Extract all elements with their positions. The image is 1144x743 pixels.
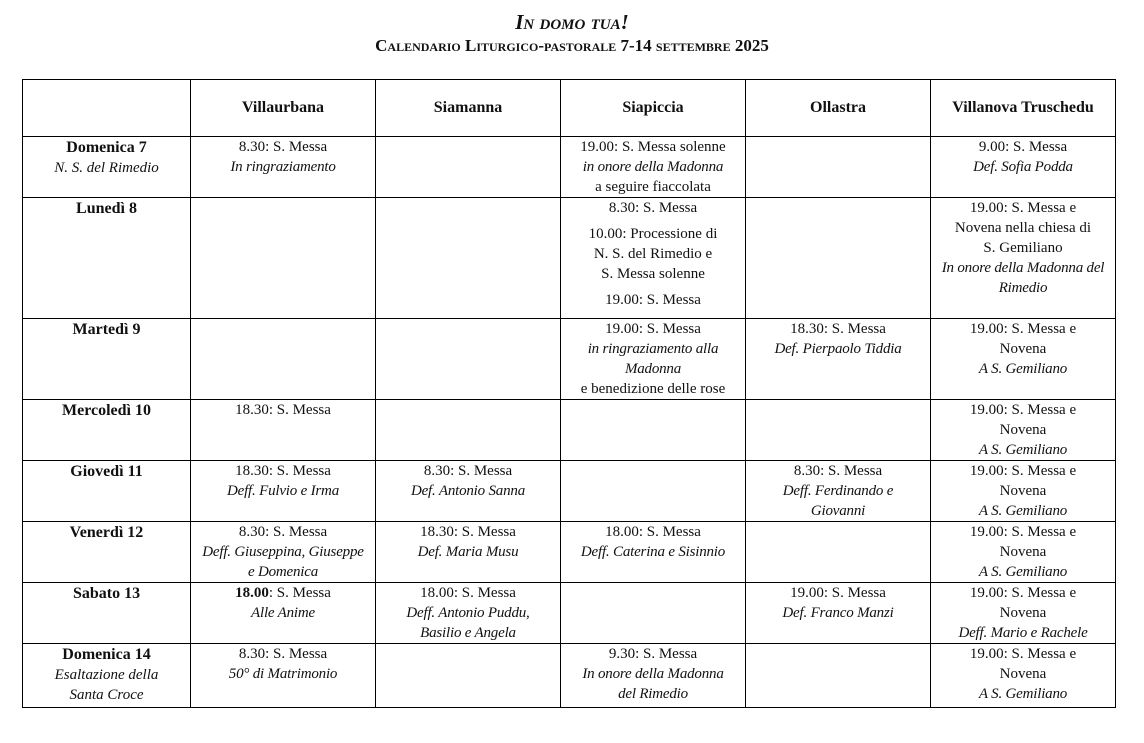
entry-intention: In onore della Madonna [582, 666, 724, 682]
entry-line: Novena [999, 544, 1047, 560]
entry-line: 8.30: S. Messa [238, 646, 328, 662]
entry-line: Novena [999, 341, 1047, 357]
cell-ollastra [746, 137, 931, 198]
cell-villanova [931, 522, 1116, 583]
cell-siamanna [376, 461, 561, 522]
entry-intention: Deff. Giuseppina, Giuseppe [202, 544, 364, 560]
entry-line: 19.00: S. Messa [790, 585, 886, 601]
cell-ollastra [746, 461, 931, 522]
entry-line: 19.00: S. Messa e [969, 646, 1077, 662]
entry-line: 8.30: S. Messa [608, 200, 698, 216]
day-cell [23, 522, 191, 583]
cell-siapiccia [561, 461, 746, 522]
cell-siamanna [376, 522, 561, 583]
entry-line: 8.30: S. Messa [793, 463, 883, 479]
entry-time-bold: 18.00 [235, 585, 269, 601]
entry-intention: A S. Gemiliano [978, 503, 1068, 519]
cell-siapiccia [561, 319, 746, 400]
cell-siapiccia [561, 522, 746, 583]
table-header-row [23, 80, 1116, 137]
day-subtitle: Santa Croce [69, 687, 144, 703]
table-row [23, 644, 1116, 708]
entry-intention: Def. Sofia Podda [973, 159, 1073, 175]
document-subtitle: Calendario Liturgico-pastorale 7-14 settembre 2025 [375, 36, 769, 55]
header-cell-villanova: Villanova Truschedu [931, 80, 1116, 137]
cell-villaurbana [191, 644, 376, 708]
day-cell [23, 461, 191, 522]
entry-line: S. Gemiliano [983, 240, 1063, 256]
entry-line: 19.00: S. Messa e [969, 402, 1077, 418]
header-cell-siapiccia: Siapiccia [561, 80, 746, 137]
day-cell [23, 400, 191, 461]
table-row [23, 137, 1116, 198]
cell-siapiccia [561, 198, 746, 319]
entry-line: 19.00: S. Messa [605, 292, 701, 308]
entry-line: 19.00: S. Messa e [969, 585, 1077, 601]
day-name: Venerdì 12 [69, 524, 144, 541]
cell-ollastra [746, 644, 931, 708]
entry-intention: Madonna [624, 361, 682, 377]
entry-intention: Def. Antonio Sanna [410, 483, 526, 499]
table-row [23, 583, 1116, 644]
entry-line: 18.30: S. Messa [235, 463, 331, 479]
entry-intention: In onore della Madonna del [941, 260, 1105, 276]
entry-intention: Alle Anime [251, 605, 315, 621]
cell-ollastra [746, 319, 931, 400]
day-cell [23, 319, 191, 400]
day-cell [23, 198, 191, 319]
table-row [23, 319, 1116, 400]
entry-intention: Def. Pierpaolo Tiddia [774, 341, 902, 357]
cell-villaurbana [191, 583, 376, 644]
cell-villanova [931, 198, 1116, 319]
cell-siamanna [376, 644, 561, 708]
cell-villanova [931, 137, 1116, 198]
cell-villaurbana [191, 198, 376, 319]
cell-villaurbana [191, 400, 376, 461]
cell-siamanna [376, 198, 561, 319]
day-name: Martedì 9 [72, 321, 141, 338]
header-cell-day [23, 80, 191, 137]
cell-siapiccia [561, 583, 746, 644]
cell-villanova [931, 644, 1116, 708]
entry-line: N. S. del Rimedio e [593, 246, 713, 262]
cell-siamanna [376, 137, 561, 198]
entry-line: 18.30: S. Messa [790, 321, 886, 337]
entry-intention: in onore della Madonna [582, 159, 724, 175]
cell-ollastra [746, 400, 931, 461]
day-name: Domenica 14 [62, 646, 151, 663]
entry-line: Novena [999, 605, 1047, 621]
day-cell [23, 644, 191, 708]
header-cell-siamanna: Siamanna [376, 80, 561, 137]
day-cell [23, 583, 191, 644]
entry-line: 10.00: Processione di [588, 226, 718, 242]
entry-line: 18.30: S. Messa [420, 524, 516, 540]
cell-villanova [931, 319, 1116, 400]
entry-line: 19.00: S. Messa e [969, 524, 1077, 540]
entry-line: e benedizione delle rose [580, 381, 726, 397]
entry-intention: Giovanni [810, 503, 866, 519]
entry-line: 18.00: S. Messa [605, 524, 701, 540]
entry-intention: Deff. Antonio Puddu, [406, 605, 530, 621]
entry-intention: A S. Gemiliano [978, 361, 1068, 377]
entry-line: 8.30: S. Messa [238, 524, 328, 540]
cell-ollastra [746, 583, 931, 644]
liturgical-calendar-table [22, 79, 1116, 708]
entry-intention: In ringraziamento [230, 159, 336, 175]
table-row [23, 461, 1116, 522]
entry-intention: Deff. Ferdinando e [782, 483, 894, 499]
entry-intention: A S. Gemiliano [978, 442, 1068, 458]
entry-line: 19.00: S. Messa e [969, 321, 1077, 337]
cell-villanova [931, 583, 1116, 644]
entry-intention: 50° di Matrimonio [228, 666, 338, 682]
entry-line: 18.30: S. Messa [235, 402, 331, 418]
entry-line: 19.00: S. Messa e [969, 200, 1077, 216]
entry-line: Novena [999, 422, 1047, 438]
entry-line: 9.30: S. Messa [608, 646, 698, 662]
cell-ollastra [746, 198, 931, 319]
entry-intention: Rimedio [998, 280, 1048, 296]
entry-text: : S. Messa [268, 585, 331, 601]
entry-intention: A S. Gemiliano [978, 564, 1068, 580]
entry-intention: e Domenica [247, 564, 319, 580]
entry-line: 19.00: S. Messa e [969, 463, 1077, 479]
table-row [23, 400, 1116, 461]
cell-siamanna [376, 319, 561, 400]
entry-line: 9.00: S. Messa [978, 139, 1068, 155]
cell-villanova [931, 400, 1116, 461]
entry-line: a seguire fiaccolata [595, 179, 711, 195]
day-name: Domenica 7 [66, 139, 147, 156]
entry-intention: Def. Maria Musu [417, 544, 519, 560]
day-name: Giovedì 11 [70, 463, 143, 480]
cell-siamanna [376, 583, 561, 644]
header-cell-villaurbana: Villaurbana [191, 80, 376, 137]
entry-intention: Basilio e Angela [420, 625, 516, 641]
entry-intention: in ringraziamento alla [587, 341, 719, 357]
cell-siapiccia [561, 137, 746, 198]
document-title: In domo tua! [515, 10, 629, 34]
day-name: Sabato 13 [72, 585, 141, 602]
entry-line [194, 583, 372, 603]
entry-intention: del Rimedio [618, 686, 688, 702]
cell-villaurbana [191, 522, 376, 583]
entry-intention: A S. Gemiliano [978, 686, 1068, 702]
entry-line: Novena nella chiesa di [954, 220, 1092, 236]
cell-villanova [931, 461, 1116, 522]
entry-line: S. Messa solenne [601, 266, 705, 282]
header-cell-ollastra: Ollastra [746, 80, 931, 137]
day-cell [23, 137, 191, 198]
cell-villaurbana [191, 137, 376, 198]
day-name: Lunedì 8 [76, 200, 137, 217]
table-row [23, 198, 1116, 319]
cell-villaurbana [191, 461, 376, 522]
day-subtitle: Esaltazione della [54, 667, 159, 683]
entry-intention: Def. Franco Manzi [782, 605, 894, 621]
table-row [23, 522, 1116, 583]
day-subtitle: N. S. del Rimedio [54, 160, 159, 176]
entry-line: 8.30: S. Messa [423, 463, 513, 479]
entry-line: 19.00: S. Messa [605, 321, 701, 337]
cell-ollastra [746, 522, 931, 583]
entry-line: 19.00: S. Messa solenne [580, 139, 726, 155]
cell-siapiccia [561, 400, 746, 461]
cell-siamanna [376, 400, 561, 461]
entry-line: 18.00: S. Messa [420, 585, 516, 601]
entry-line: Novena [999, 666, 1047, 682]
entry-intention: Deff. Fulvio e Irma [226, 483, 339, 499]
day-name: Mercoledì 10 [61, 402, 151, 419]
cell-siapiccia [561, 644, 746, 708]
entry-line: 8.30: S. Messa [238, 139, 328, 155]
entry-intention: Deff. Caterina e Sisinnio [580, 544, 726, 560]
entry-line: Novena [999, 483, 1047, 499]
cell-villaurbana [191, 319, 376, 400]
entry-intention: Deff. Mario e Rachele [958, 625, 1088, 641]
